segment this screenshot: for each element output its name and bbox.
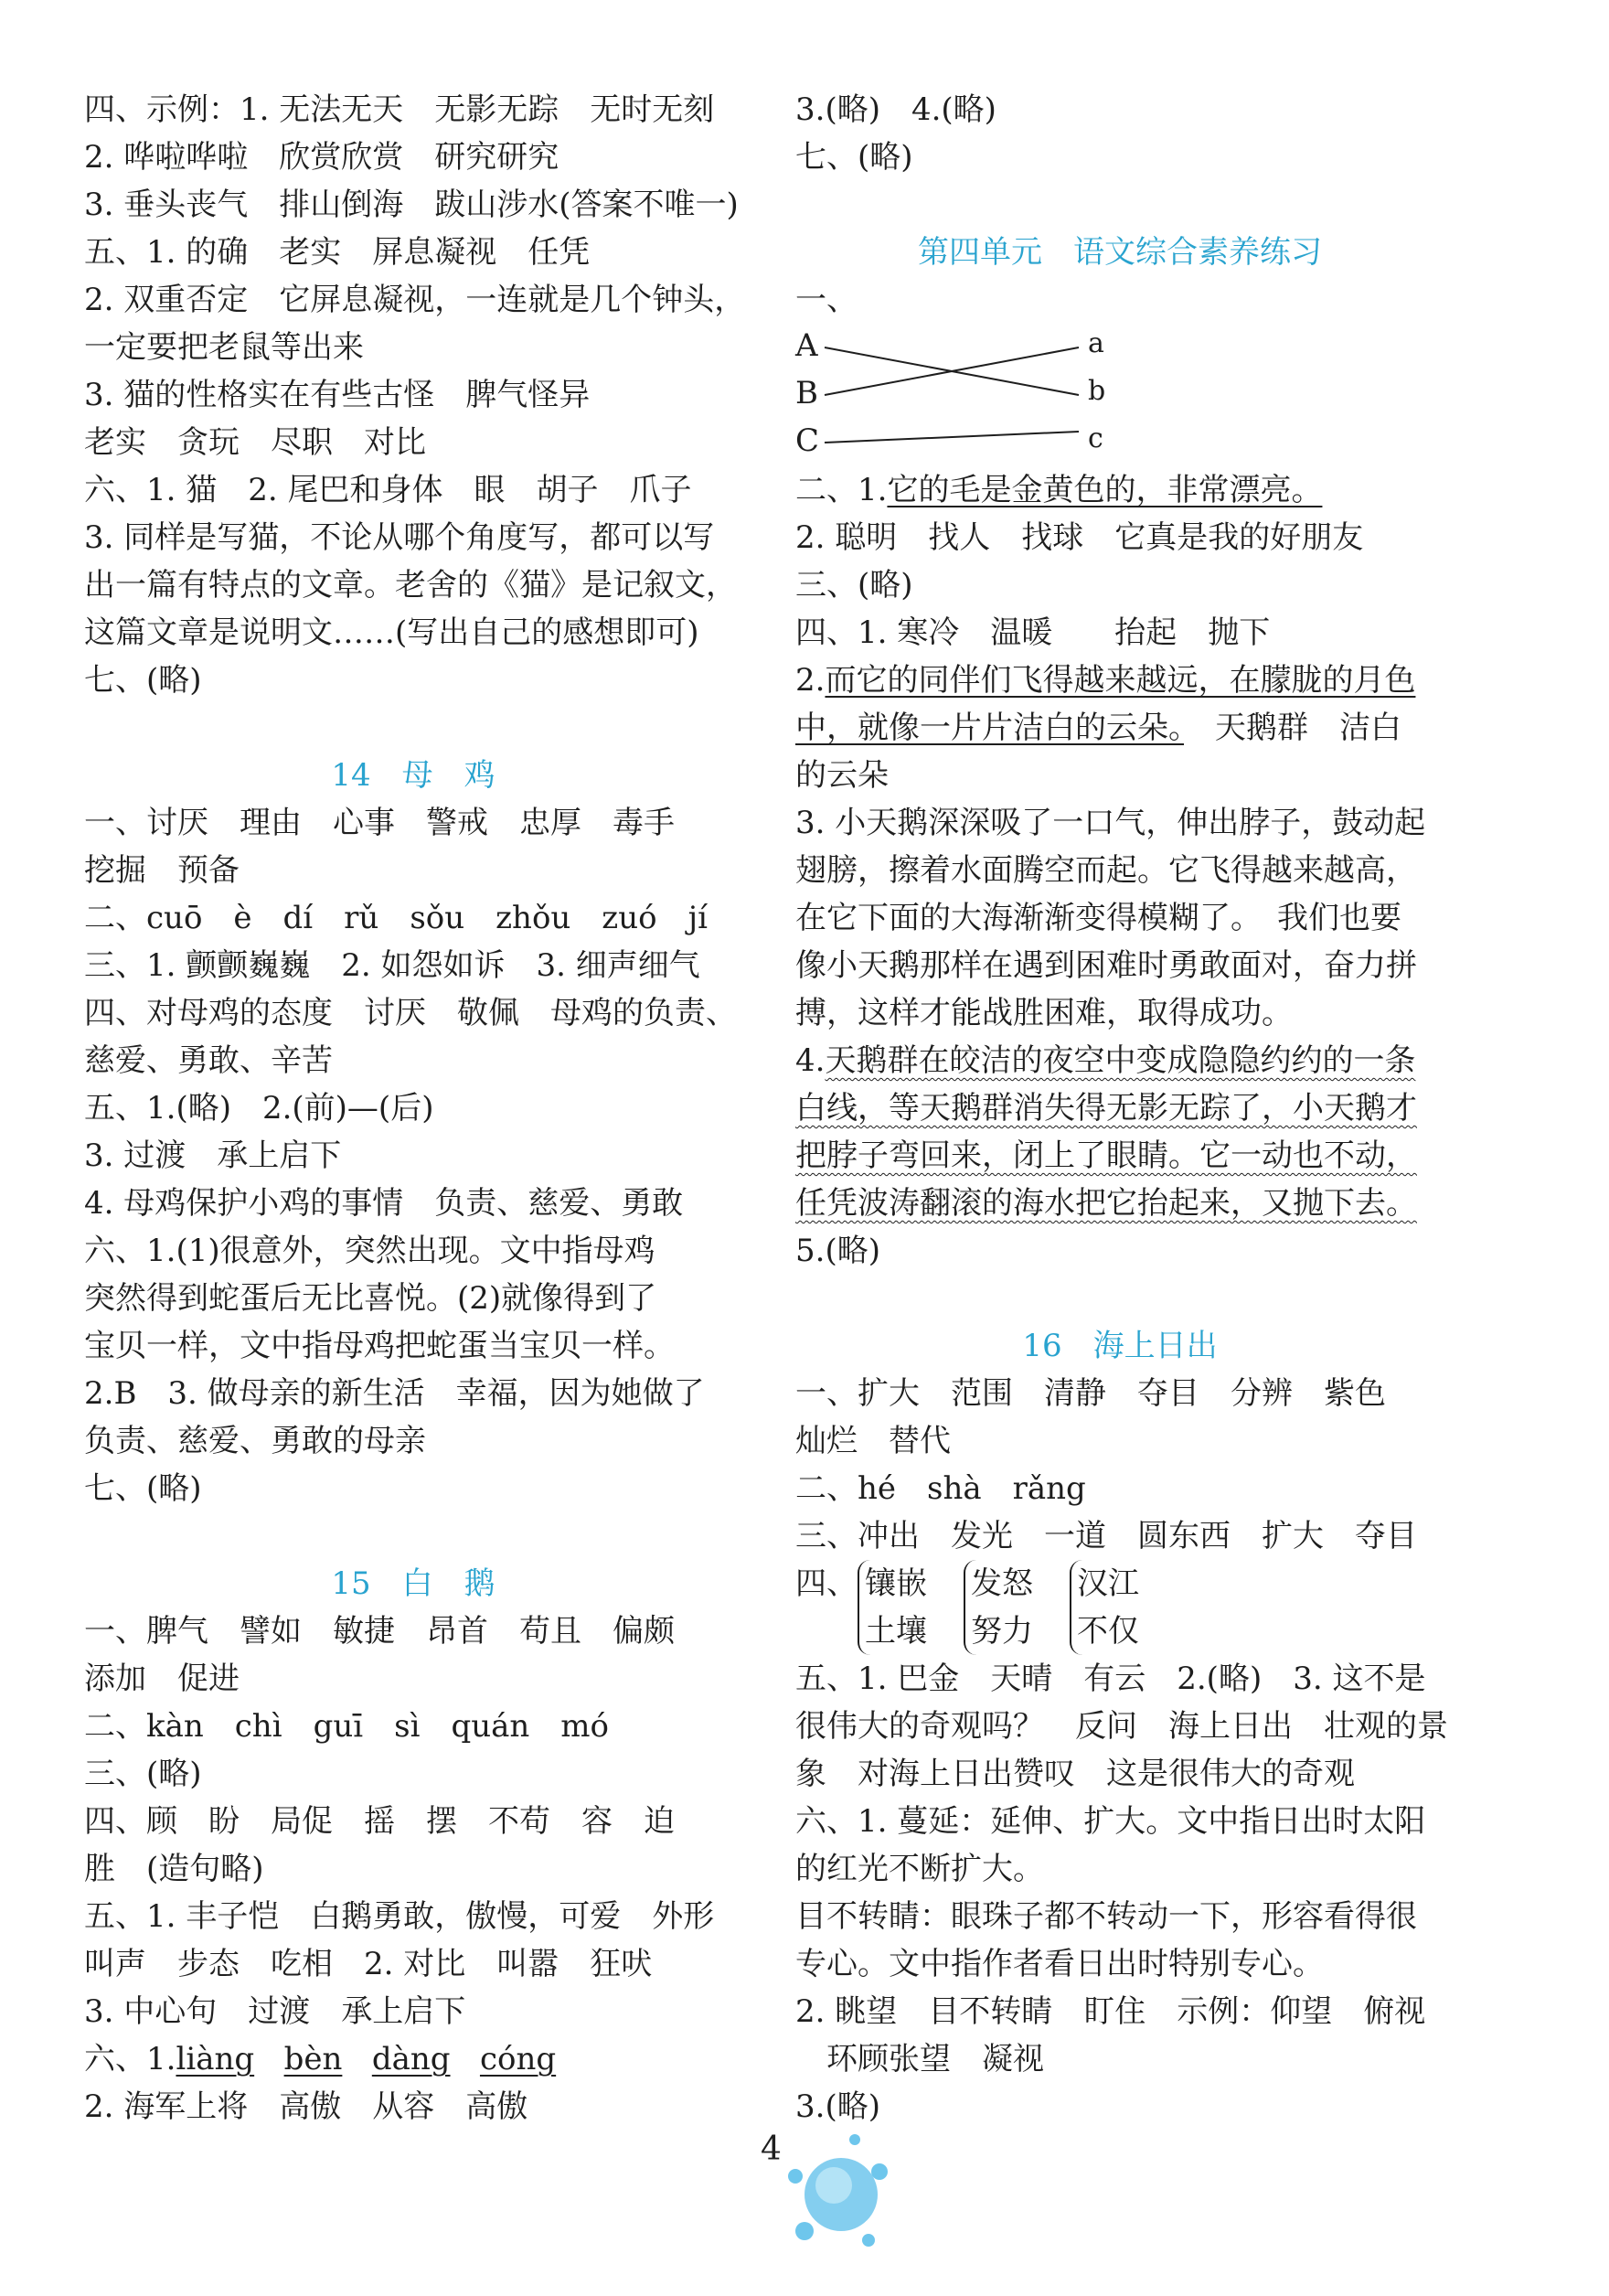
brace-item: 发怒 [971,1565,1033,1602]
text-line: 2. 眺望 目不转睛 盯住 示例：仰望 俯视 [795,1993,1426,2030]
text-line: 灿烂 替代 [795,1423,951,1459]
text-line: 一、讨厌 理由 心事 警戒 忠厚 毒手 [84,805,675,841]
text-line: 二、hé shà rǎng [795,1470,1086,1507]
text-line: 二、cuō è dí rǔ sǒu zhǒu zuó jí [84,900,709,936]
brace-group [964,1560,1033,1655]
wavy-underlined-answer: 把脖子弯回来，闭上了眼睛。它一动也不动， [795,1137,1417,1174]
section-heading-16: 16 海上日出 [1022,1328,1218,1364]
text-line: 三、1. 颤颤巍巍 2. 如怨如诉 3. 细声细气 [84,947,700,984]
text-line: 专心。文中指作者看日出时特别专心。 [795,1946,1324,1982]
pinyin-answer: bèn [283,2041,343,2077]
text-line: 添加 促进 [84,1661,240,1697]
text-line: 象 对海上日出赞叹 这是很伟大的奇观 [795,1756,1355,1792]
text-line: 四、对母鸡的态度 讨厌 敬佩 母鸡的负责、 [84,995,737,1031]
text-line: 突然得到蛇蛋后无比喜悦。(2)就像得到了 [84,1280,657,1317]
pinyin-answer: dàng [371,2041,451,2077]
text-line: 2. 双重否定 它屏息凝视，一连就是几个钟头， [84,282,746,318]
text-line [795,1180,1444,1227]
unit-heading: 第四单元 语文综合素养练习 [918,234,1322,271]
match-left-a: A [795,327,818,364]
matching-lines [795,324,1088,466]
text-line: 七、(略) [84,1470,202,1507]
text-line: 在它下面的大海渐渐变得模糊了。 我们也要 [795,900,1401,936]
text-line: 环顾张望 凝视 [795,2041,1044,2077]
text-line: 一定要把老鼠等出来 [84,329,364,366]
text-line [795,1084,1444,1132]
text-line: 胜 (造句略) [84,1851,264,1887]
brace-group [858,1560,927,1655]
match-left-b: B [795,375,818,411]
text-line [84,2035,742,2083]
text-line: 像小天鹅那样在遇到困难时勇敢面对，奋力拼 [795,947,1417,984]
text-line: 三、(略) [84,1756,202,1792]
text-line: 2.B 3. 做母亲的新生活 幸福，因为她做了 [84,1375,705,1412]
text-line: 七、(略) [795,139,913,176]
brace-item: 镶嵌 [865,1565,927,1602]
text-line: 五、1.(略) 2.(前)—(后) [84,1090,434,1127]
text-line: 五、1. 的确 老实 屏息凝视 任凭 [84,234,591,271]
text-line: 慈爱、勇敢、辛苦 [84,1042,333,1079]
text-line: 出一篇有特点的文章。老舍的《猫》是记叙文， [84,567,737,603]
match-left-c: C [795,422,820,459]
text-line: 3. 中心句 过渡 承上启下 [84,1993,466,2030]
text-line: 五、1. 巴金 天晴 有云 2.(略) 3. 这不是 [795,1661,1426,1697]
section-heading-14: 14 母 鸡 [331,757,495,794]
text-line: 2. 聪明 找人 找球 它真是我的好朋友 [795,519,1364,556]
text-line: 一、扩大 范围 清静 夺目 分辨 紫色 [795,1375,1386,1412]
text-line: 3.(略) 4.(略) [795,91,996,128]
text-line: 3. 小天鹅深深吸了一口气，伸出脖子，鼓动起 [795,805,1426,841]
brace-group [1070,1560,1139,1655]
wavy-underlined-answer: 白线，等天鹅群消失得无影无踪了，小天鹅才 [795,1090,1417,1127]
text-line: 六、1. 蔓延：延伸、扩大。文中指日出时太阳 [795,1803,1426,1840]
text-line: 挖掘 预备 [84,852,240,889]
text-line: 这篇文章是说明文……(写出自己的感想即可) [84,614,699,651]
text-line: 四、示例：1. 无法无天 无影无踪 无时无刻 [84,91,715,128]
pinyin-answer: liàng [176,2041,255,2077]
text-line: 六、1.(1)很意外，突然出现。文中指母鸡 [84,1233,655,1269]
section-heading-15: 15 白 鹅 [331,1565,495,1602]
match-right-a: a [1088,327,1104,359]
text-line: 2. 海军上将 高傲 从容 高傲 [84,2088,528,2125]
text-line: 3. 过渡 承上启下 [84,1137,342,1174]
text-line: 一、脾气 譬如 敏捷 昂首 苟且 偏颇 [84,1613,675,1650]
answer-text: 天鹅群 洁白 [1184,710,1401,746]
brace-item: 不仅 [1077,1613,1139,1650]
text-line: 七、(略) [84,662,202,699]
answer-label: 二、1. [795,472,888,508]
matching-diagram [795,324,1444,466]
underlined-answer: 它的毛是金黄色的，非常漂亮。 [887,472,1323,508]
text-line [795,704,1444,752]
pinyin-answer: cóng [479,2041,557,2077]
text-line: 宝贝一样，文中指母鸡把蛇蛋当宝贝一样。 [84,1328,675,1364]
text-line [795,466,1444,514]
text-line: 搏，这样才能战胜困难，取得成功。 [795,995,1293,1031]
text-line: 3. 猫的性格实在有些古怪 脾气怪异 [84,377,591,413]
water-splash-icon [768,2121,896,2259]
brace-item: 汉江 [1077,1565,1139,1602]
text-line: 四、顾 盼 局促 摇 摆 不苟 容 迫 [84,1803,675,1840]
right-column [795,86,1448,2130]
text-line: 3. 同样是写猫，不论从哪个角度写，都可以写 [84,519,715,556]
page-number: 4 [761,2130,782,2168]
match-right-c: c [1088,422,1103,454]
text-line: 六、1. 猫 2. 尾巴和身体 眼 胡子 爪子 [84,472,692,508]
left-column [84,86,746,2130]
answer-label: 四、 [795,1565,858,1602]
text-line [795,1037,1444,1084]
text-line: 的云朵 [795,757,889,794]
answer-label: 六、1. [84,2041,176,2077]
brace-groups [795,1560,1444,1655]
text-line: 3. 垂头丧气 排山倒海 跋山涉水(答案不唯一) [84,187,739,223]
answer-label: 4. [795,1042,826,1079]
text-line: 叫声 步态 吃相 2. 对比 叫嚣 狂吠 [84,1946,653,1982]
text-line: 三、冲出 发光 一道 圆东西 扩大 夺目 [795,1518,1417,1554]
text-line [795,657,1444,704]
text-line: 5.(略) [795,1233,880,1269]
text-line: 3.(略) [795,2088,880,2125]
text-line: 老实 贪玩 尽职 对比 [84,424,426,461]
text-line: 翅膀，擦着水面腾空而起。它飞得越来越高， [795,852,1417,889]
wavy-underlined-answer: 任凭波涛翻滚的海水把它抬起来，又抛下去。 [795,1185,1417,1222]
text-line: 很伟大的奇观吗？ 反问 海上日出 壮观的景 [795,1708,1448,1745]
wavy-underlined-answer: 天鹅群在皎洁的夜空中变成隐隐约约的一条 [825,1042,1416,1079]
text-line: 的红光不断扩大。 [795,1851,1044,1887]
text-line: 4. 母鸡保护小鸡的事情 负责、慈爱、勇敢 [84,1185,684,1222]
match-right-b: b [1088,375,1106,407]
brace-item: 努力 [971,1613,1033,1650]
text-line [795,1132,1444,1180]
text-line: 负责、慈爱、勇敢的母亲 [84,1423,426,1459]
underlined-answer: 中，就像一片片洁白的云朵。 [795,710,1184,746]
underlined-answer: 而它的同伴们飞得越来越远，在朦胧的月色 [825,662,1416,699]
text-line: 三、(略) [795,567,913,603]
text-line: 目不转睛：眼珠子都不转动一下，形容看得很 [795,1898,1417,1935]
answer-label: 2. [795,662,826,699]
text-line: 四、1. 寒冷 温暖 抬起 抛下 [795,614,1271,651]
text-line: 2. 哗啦哗啦 欣赏欣赏 研究研究 [84,139,559,176]
text-line: 五、1. 丰子恺 白鹅勇敢，傲慢，可爱 外形 [84,1898,715,1935]
text-line: 二、kàn chì guī sì quán mó [84,1708,609,1745]
brace-item: 土壤 [865,1613,927,1650]
text-line: 一、 [795,282,858,318]
